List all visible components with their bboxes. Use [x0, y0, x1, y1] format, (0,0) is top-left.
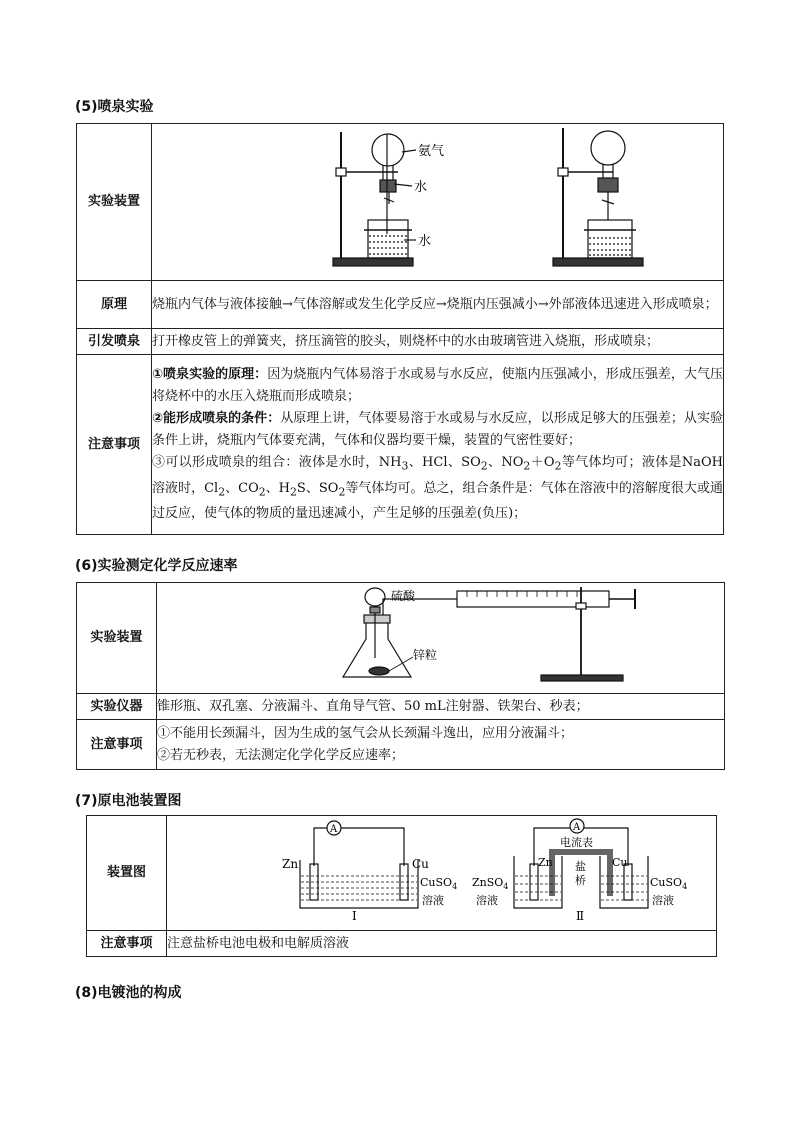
rate-figure-cell — [157, 583, 725, 694]
fountain-trigger-text: 打开橡皮管上的弹簧夹，挤压滴管的胶头，则烧杯中的水由玻璃管进入烧瓶，形成喷泉； — [152, 329, 724, 355]
fountain-note-1: ①喷泉实验的原理：因为烧瓶内气体易溶于水或易与水反应，使瓶内压强减小，形成压强差，大气压将烧杯中的水压入烧瓶而形成喷泉； — [152, 366, 723, 404]
fountain-label-ammonia: 氨气 — [417, 144, 444, 159]
rate-notes — [157, 720, 725, 770]
cell-one — [300, 821, 418, 908]
cell-two-znso4-solution: 溶液 — [475, 894, 498, 907]
fountain-notes — [152, 355, 724, 535]
galvanic-cell-table — [86, 815, 717, 957]
fountain-note-3: ③可以形成喷泉的组合：液体是水时，$NH_3$、HCl、$SO_2$、$NO_2+O_2$等气体均可；液体是NaOH溶液时，$Cl_2$、$CO_2$、$H_2S$、$SO_2$等气体均可。总之，组合条件是：气体在溶液中的溶解度很大或通过反应，使气体的物质的量迅速减小，产生足够的压强差(负压)； — [152, 454, 723, 522]
cell-two-numeral: Ⅱ — [575, 909, 584, 922]
fountain-notes-label: 注意事项 — [77, 355, 152, 535]
cell-one-numeral: Ⅰ — [351, 909, 357, 922]
cell-figure-cell — [167, 816, 717, 931]
rate-notes-label: 注意事项 — [77, 720, 157, 770]
cell-two-bridge: 桥 — [574, 874, 586, 887]
rate-note-1: ①不能用长颈漏斗，因为生成的氢气会从长颈漏斗逸出，应用分液漏斗； — [157, 725, 574, 741]
cell-two-znso4: ZnSO$_4$ — [471, 876, 508, 891]
fountain-apparatus-left — [333, 132, 416, 266]
cell-notes-label: 注意事项 — [87, 931, 167, 957]
rate-label-acid: 硫酸 — [390, 589, 415, 603]
cell-two-meter-label: 电流表 — [559, 836, 593, 849]
cell-two-ammeter: A — [572, 822, 580, 833]
galvanic-cell-diagram — [172, 816, 712, 922]
fountain-trigger-label: 引发喷泉 — [77, 329, 152, 355]
fountain-note-2: ②能形成喷泉的条件：从原理上讲，气体要易溶于水或易与水反应，以形成足够大的压强差；从实验条件上讲，烧瓶内气体要充满，气体和仪器均要干燥，装置的气密性要好； — [152, 410, 723, 448]
cell-one-ammeter: A — [329, 824, 337, 835]
rate-device-label: 实验装置 — [77, 583, 157, 694]
cell-two-cuso4: CuSO$_4$ — [649, 876, 687, 891]
fountain-figure-cell — [152, 124, 724, 281]
cell-one-solution: 溶液 — [421, 894, 444, 907]
section-title-electroplating: (8)电镀池的构成 — [75, 985, 182, 1001]
fountain-principle-text: 烧瓶内气体与液体接触→气体溶解或发生化学反应→烧瓶内压强减小→外部液体迅速进入形成喷泉； — [152, 281, 724, 329]
reaction-rate-apparatus-diagram — [161, 583, 721, 685]
rate-label-zinc: 锌粒 — [412, 648, 437, 662]
cell-one-zn: Zn — [281, 857, 298, 871]
rate-instruments-label: 实验仪器 — [77, 694, 157, 720]
fountain-table — [76, 123, 724, 535]
fountain-device-label: 实验装置 — [77, 124, 152, 281]
cell-two-cuso4-solution: 溶液 — [651, 894, 674, 907]
cell-two-zn: Zn — [537, 856, 553, 869]
section-title-fountain: (5)喷泉实验 — [75, 99, 154, 115]
cell-two-salt: 盐 — [574, 860, 586, 873]
fountain-principle-label: 原理 — [77, 281, 152, 329]
cell-notes-text: 注意盐桥电池电极和电解质溶液 — [167, 931, 717, 957]
fountain-label-water-top: 水 — [413, 180, 427, 195]
cell-one-cuso4: CuSO$_4$ — [419, 876, 457, 891]
fountain-label-water-bottom: 水 — [417, 234, 431, 249]
rate-instruments-text: 锥形瓶、双孔塞、分液漏斗、直角导气管、50 mL注射器、铁架台、秒表； — [157, 694, 725, 720]
cell-one-cu: Cu — [411, 857, 429, 871]
section-title-reaction-rate: (6)实验测定化学反应速率 — [75, 558, 238, 574]
rate-note-2: ②若无秒表，无法测定化学化学反应速率； — [157, 747, 405, 763]
cell-device-label: 装置图 — [87, 816, 167, 931]
fountain-apparatus-right — [553, 128, 643, 266]
section-title-galvanic-cell: (7)原电池装置图 — [75, 793, 182, 809]
cell-two-cu: Cu — [611, 856, 628, 869]
fountain-apparatus-diagram — [158, 124, 718, 272]
reaction-rate-table — [76, 582, 725, 770]
